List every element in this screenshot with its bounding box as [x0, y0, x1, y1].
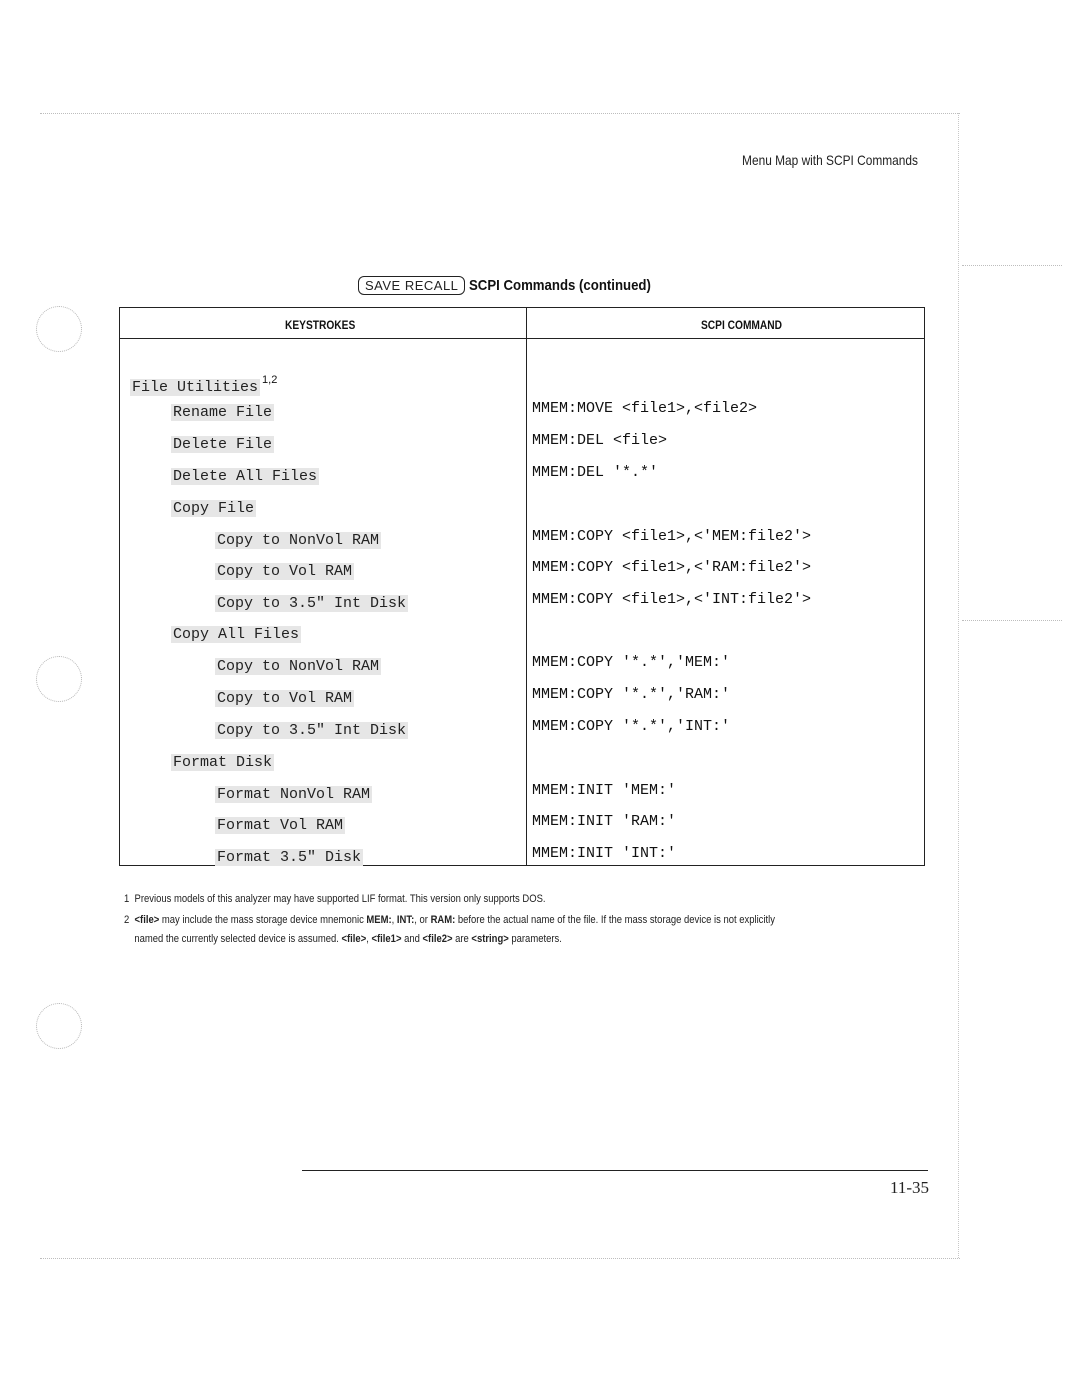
scpi-command: MMEM:COPY <file1>,<'RAM:file2'> [532, 559, 812, 576]
table-row [215, 718, 408, 742]
table-title-text: SCPI Commands (continued) [469, 277, 652, 294]
table-row [171, 464, 319, 488]
scpi-command: MMEM:COPY '*.*','INT:' [532, 718, 731, 735]
softkey-copy-all-to-nonvol-ram: Copy to NonVol RAM [217, 658, 380, 675]
softkey-copy-to-vol-ram: Copy to Vol RAM [217, 563, 353, 580]
page-edge-top [40, 113, 960, 114]
table-title [358, 276, 676, 295]
softkey-copy-all-files: Copy All Files [173, 626, 300, 643]
footnote-2-sep: are [452, 933, 472, 945]
footnote-2-text: may include the mass storage device mnemonic [159, 914, 367, 926]
softkey-rename-file: Rename File [173, 404, 273, 421]
softkey-delete-file: Delete File [173, 436, 273, 453]
binder-hole-middle [36, 656, 82, 702]
scpi-command-column-header: SCPI COMMAND [701, 318, 783, 332]
page-number: 11-35 [889, 1178, 929, 1197]
table-row [215, 654, 381, 678]
scpi-command: MMEM:MOVE <file1>,<file2> [532, 400, 758, 417]
binder-hole-top [36, 306, 82, 352]
footnote-1-text: Previous models of this analyzer may have supported LIF format. This version only supports DOS. [134, 893, 546, 905]
scpi-command: MMEM:INIT 'MEM:' [532, 782, 677, 799]
softkey-copy-to-nonvol-ram: Copy to NonVol RAM [217, 532, 380, 549]
softkey-format-disk: Format Disk [173, 754, 273, 771]
footnote-2-sep: , [391, 914, 397, 926]
footnote-2-sep: , [366, 933, 372, 945]
scpi-command: MMEM:COPY '*.*','MEM:' [532, 654, 731, 671]
footnote-2-sep: and [401, 933, 423, 945]
footer-rule [302, 1170, 928, 1171]
footnote-2-file-param: <file> [134, 914, 160, 926]
right-tab-mark-lower [962, 620, 1062, 621]
footnote-2-text: parameters. [508, 933, 562, 945]
footnote-1-number: 1 [124, 893, 130, 905]
softkey-copy-file: Copy File [173, 500, 255, 517]
table-row [130, 368, 278, 396]
footnote-2-ram: RAM: [430, 914, 456, 926]
table-row [215, 559, 354, 583]
table-row [171, 432, 274, 456]
softkey-delete-all-files: Delete All Files [173, 468, 318, 485]
scpi-command-table [119, 307, 925, 866]
footnote-2-file: <file> [341, 933, 367, 945]
softkey-format-nonvol-ram: Format NonVol RAM [217, 786, 371, 803]
scpi-command: MMEM:DEL '*.*' [532, 464, 659, 481]
table-row [171, 400, 274, 424]
footnote-2-mem: MEM: [366, 914, 392, 926]
column-divider [526, 308, 527, 865]
page-edge-bottom [40, 1258, 960, 1259]
header-rule [120, 338, 924, 339]
softkey-format-disk-35: Format 3.5" Disk [217, 849, 362, 866]
footnote-2-int: INT: [396, 914, 415, 926]
table-row [171, 750, 274, 774]
softkey-format-vol-ram: Format Vol RAM [217, 817, 344, 834]
footnote-2-text: named the currently selected device is assumed. [134, 933, 342, 945]
table-row [171, 622, 301, 646]
footnote-reference: 1,2 [262, 374, 278, 386]
scpi-command: MMEM:COPY <file1>,<'MEM:file2'> [532, 528, 812, 545]
scpi-command: MMEM:COPY <file1>,<'INT:file2'> [532, 591, 812, 608]
right-tab-mark-upper [962, 265, 1062, 266]
scpi-command: MMEM:COPY '*.*','RAM:' [532, 686, 731, 703]
save-recall-key-label: SAVE RECALL [358, 276, 465, 295]
softkey-copy-to-int-disk: Copy to 3.5" Int Disk [217, 595, 407, 612]
running-header: Menu Map with SCPI Commands [742, 152, 918, 168]
table-row [215, 845, 363, 869]
softkey-copy-all-to-vol-ram: Copy to Vol RAM [217, 690, 353, 707]
softkey-file-utilities: File Utilities [132, 379, 259, 396]
table-row [215, 686, 354, 710]
page-edge-right [958, 113, 959, 1258]
table-row [215, 528, 381, 552]
table-row [215, 782, 372, 806]
footnote-2 [124, 911, 898, 949]
table-row [215, 591, 408, 615]
keystrokes-column-header: KEYSTROKES [285, 318, 356, 332]
table-row [215, 813, 345, 837]
footnote-2-number: 2 [124, 914, 130, 926]
binder-hole-bottom [36, 1003, 82, 1049]
scpi-command: MMEM:DEL <file> [532, 432, 668, 449]
table-row [171, 496, 256, 520]
footnote-2-text: before the actual name of the file. If the mass storage device is not explicitly [455, 914, 775, 926]
scpi-command: MMEM:INIT 'RAM:' [532, 813, 677, 830]
footnote-2-file1: <file1> [371, 933, 402, 945]
scpi-command: MMEM:INIT 'INT:' [532, 845, 677, 862]
softkey-copy-all-to-int-disk: Copy to 3.5" Int Disk [217, 722, 407, 739]
footnote-2-sep: , or [414, 914, 431, 926]
footnote-2-string: <string> [471, 933, 509, 945]
footnote-2-file2: <file2> [422, 933, 453, 945]
footnote-1 [124, 890, 898, 909]
